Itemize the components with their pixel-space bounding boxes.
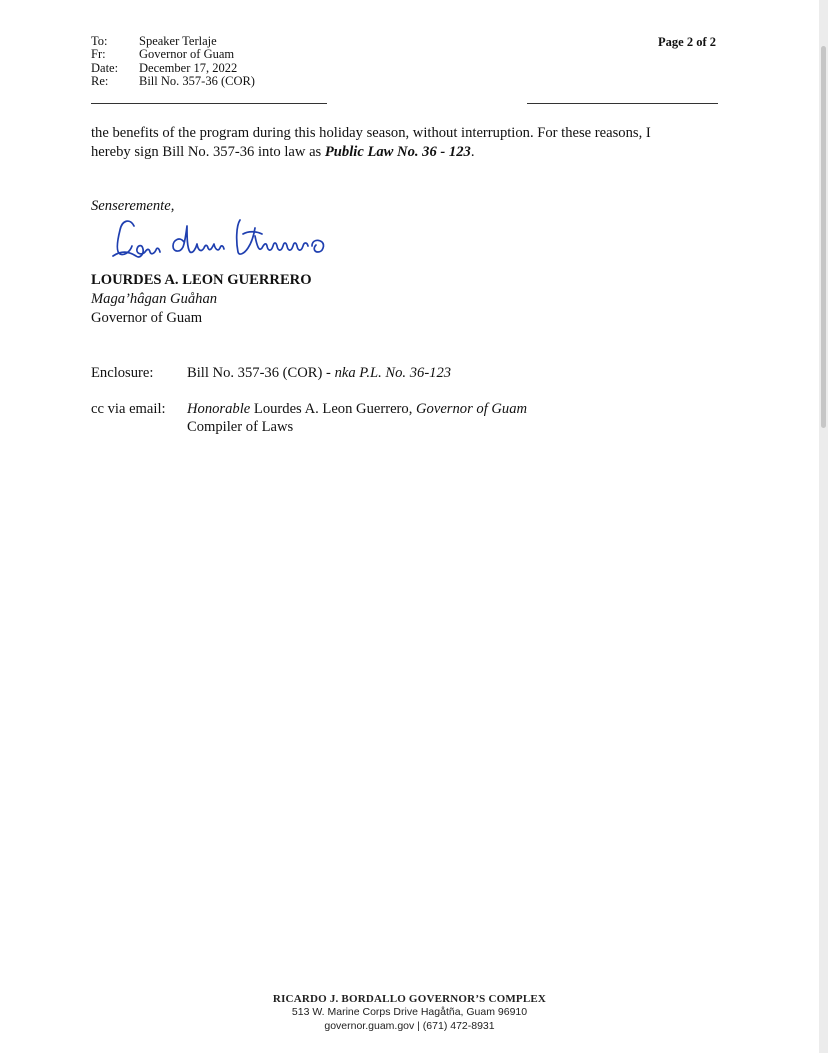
page-number: Page 2 of 2 [658,35,716,49]
closing-salutation: Senseremente, [91,198,175,214]
cc-recipient-1 [187,401,527,417]
header-divider-right [527,103,718,104]
cc-name: Lourdes A. Leon Guerrero, [250,401,416,417]
enclosure-label: Enclosure: [91,365,154,381]
letterhead-footer [0,993,819,1033]
enclosure-value [187,364,451,382]
memo-re-row [91,75,255,88]
footer-complex-name: RICARDO J. BORDALLO GOVERNOR’S COMPLEX [272,993,547,1005]
header-divider-left [91,103,327,104]
memo-to-label: To: [91,34,108,48]
handwritten-signature [110,212,342,264]
body-line-2-end: . [470,144,475,160]
enclosure-bill: Bill No. 357-36 (COR) [187,365,323,381]
footer-address: 513 W. Marine Corps Drive Hagåtña, Guam 96910 [291,1006,528,1019]
vertical-scrollbar[interactable] [821,46,826,428]
cc-office: Governor of Guam [416,401,528,417]
memo-re-label: Re: [91,73,109,88]
memo-to-value: Speaker Terlaje [139,34,217,48]
signer-title-english: Governor of Guam [91,310,203,326]
signer-title-chamorro: Maga’hâgan Guåhan [91,291,218,307]
cc-row [91,400,527,436]
memo-re-value: Bill No. 357-36 (COR) [139,73,255,88]
cc-honorable: Honorable [187,401,251,417]
memo-to-row [91,35,255,48]
memo-date-value: December 17, 2022 [139,60,238,75]
memo-from-row [91,48,255,61]
signer-block [91,271,312,328]
body-paragraph [91,124,723,162]
enclosure-block [91,364,527,436]
body-line-2-start: hereby sign Bill No. 357-36 into law as [91,144,325,160]
cc-recipients [187,400,527,436]
footer-contact: governor.guam.gov | (671) 472-8931 [324,1019,495,1032]
enclosure-dash: - [322,365,335,381]
enclosure-row [91,364,527,382]
memo-date-label: Date: [91,60,119,75]
memo-header [91,35,255,88]
body-line-1: the benefits of the program during this holiday season, without interruption. For these reasons, I [91,125,651,141]
memo-from-label: Fr: [91,47,106,62]
cc-label: cc via email: [91,401,166,417]
cc-recipient-2: Compiler of Laws [187,419,294,435]
enclosure-nka: nka P.L. No. 36-123 [334,365,452,381]
signer-name: LOURDES A. LEON GUERRERO [91,272,312,288]
public-law-number: Public Law No. 36 - 123 [324,144,471,160]
memo-from-value: Governor of Guam [139,47,235,62]
memo-date-row [91,62,255,75]
